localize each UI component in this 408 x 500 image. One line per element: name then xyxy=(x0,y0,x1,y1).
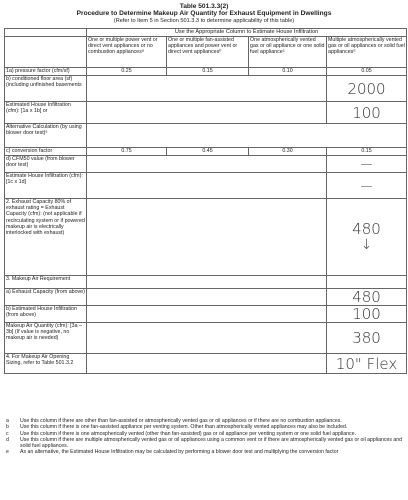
row-label: c) conversion factor xyxy=(5,148,87,156)
footnote xyxy=(4,449,404,455)
value-cell: 0.45 xyxy=(167,148,249,156)
handwritten-dash: — xyxy=(327,156,407,173)
table-footnotes xyxy=(4,418,404,456)
row-label: Alternative Calculation (by using blower door test)ᵉ xyxy=(5,124,87,148)
value-cell: 0.15 xyxy=(327,148,407,156)
footnote-text: As an alternative, the Estimated House Infiltration may be calculated by performing a blower door test and multiplying the conversion factor xyxy=(20,449,339,456)
table-number: Table 501.3.3(2) xyxy=(179,3,229,10)
table-subtitle: (Refer to Item 5 in Section 501.3.3 to determine applicability of this table) xyxy=(113,17,295,24)
handwritten-exhaust-capacity xyxy=(327,199,407,276)
footnote-mark: b xyxy=(6,424,9,431)
value-cell: 0.15 xyxy=(167,68,249,76)
handwritten-opening-size: 10" Flex xyxy=(327,354,407,374)
blank-cell xyxy=(87,76,327,102)
blank-cell xyxy=(5,37,87,68)
table-header xyxy=(0,0,408,25)
down-arrow-icon: ↓ xyxy=(360,237,373,253)
row-label: 4. For Makeup Air Opening Sizing, refer to Table 501.3.2 xyxy=(5,354,87,374)
blank-cell xyxy=(87,199,327,276)
row-label: b) conditioned floor area (sf) (including unfinished basements xyxy=(5,76,87,102)
table-title: Procedure to Determine Makeup Air Quantity for Exhaust Equipment in Dwellings xyxy=(76,10,332,18)
footnote-mark: d xyxy=(6,436,9,443)
value-cell: 0.25 xyxy=(87,68,167,76)
row-label: a) Exhaust Capacity (from above) xyxy=(5,289,87,306)
handwritten-exhaust-from-above: 480 xyxy=(327,289,407,306)
blank-cell xyxy=(327,276,407,289)
column-header: Multiple atmospherically vented gas or oil appliances or solid fuel appliancesᵈ xyxy=(327,37,407,68)
row-label: 1a) pressure factor (cfm/sf) xyxy=(5,68,87,76)
blank-cell xyxy=(5,29,87,37)
row-label: Estimated House Infiltration (cfm): [1a x 1b] or xyxy=(5,102,87,124)
column-header: One atmospherically vented gas or oil appliance or one solid fuel applianceᶜ xyxy=(249,37,327,68)
handwritten-makeup-air-quantity: 380 xyxy=(327,323,407,354)
blank-cell xyxy=(87,354,327,374)
handwritten-floor-area: 2000 xyxy=(327,76,407,102)
blank-cell xyxy=(87,289,327,306)
makeup-air-table xyxy=(4,28,407,374)
handwritten-infiltration-from-above: 100 xyxy=(327,306,407,323)
handwritten-dash: — xyxy=(327,173,407,199)
value-cell: 0.30 xyxy=(249,148,327,156)
row-label: Makeup Air Quantity (cfm): [3a – 3b] (If value is negative, no makeup air is needed) xyxy=(5,323,87,354)
footnote-mark: e xyxy=(6,449,9,456)
row-label: 2. Exhaust Capacity 80% of exhaust rating = Exhaust Capacity (cfm): (not applicable if recirculating system or if powered makeup air is electrically interlocked with exhaust) xyxy=(5,199,87,276)
blank-cell xyxy=(87,124,407,148)
value-cell: 0.05 xyxy=(327,68,407,76)
exhaust-value: 480 xyxy=(352,220,381,238)
row-label: d) CFM50 value (from blower door test) xyxy=(5,156,87,173)
value-cell: 0.10 xyxy=(249,68,327,76)
footnote-text: Use this column if there is one fan-assisted appliance per venting system. Other than atmospherically vented appliances may also be included. xyxy=(20,424,348,431)
handwritten-infiltration: 100 xyxy=(327,102,407,124)
blank-cell xyxy=(87,156,327,173)
row-label: 3. Makeup Air Requirement xyxy=(5,276,87,289)
column-header: One or multiple fan-assisted appliances and power vent or direct vent appliancesᵇ xyxy=(167,37,249,68)
blank-cell xyxy=(87,306,327,323)
column-header: One or multiple power vent or direct vent appliances or no combustion appliancesᵃ xyxy=(87,37,167,68)
footnote xyxy=(4,437,404,450)
use-column-row: Use the Appropriate Column to Estimate House Infiltration xyxy=(87,29,407,37)
value-cell: 0.75 xyxy=(87,148,167,156)
blank-cell xyxy=(87,173,327,199)
blank-cell xyxy=(87,102,327,124)
footnote-text: Use this column if there is one atmospherically vented (other than fan-assisted) gas or oil appliance per venting system or one solid fuel appliance. xyxy=(20,430,356,437)
blank-cell xyxy=(87,276,327,289)
footnote-mark: a xyxy=(6,418,9,424)
footnote-mark: c xyxy=(6,430,9,437)
footnote-text: Use this column if there are other than fan-assisted or atmospherically vented gas or oil appliances or if there are no combustion appliances. xyxy=(20,418,342,424)
footnote-text: Use this column if there are multiple atmospherically vented gas or oil appliances using a common vent or if there are atmospherically vented gas or oil appliances and solid fuel appliances. xyxy=(20,436,403,450)
row-label: b) Estimated House Infiltration (from above) xyxy=(5,306,87,323)
row-label: Estimate House Infiltration (cfm): [1c x 1d] xyxy=(5,173,87,199)
blank-cell xyxy=(87,323,327,354)
